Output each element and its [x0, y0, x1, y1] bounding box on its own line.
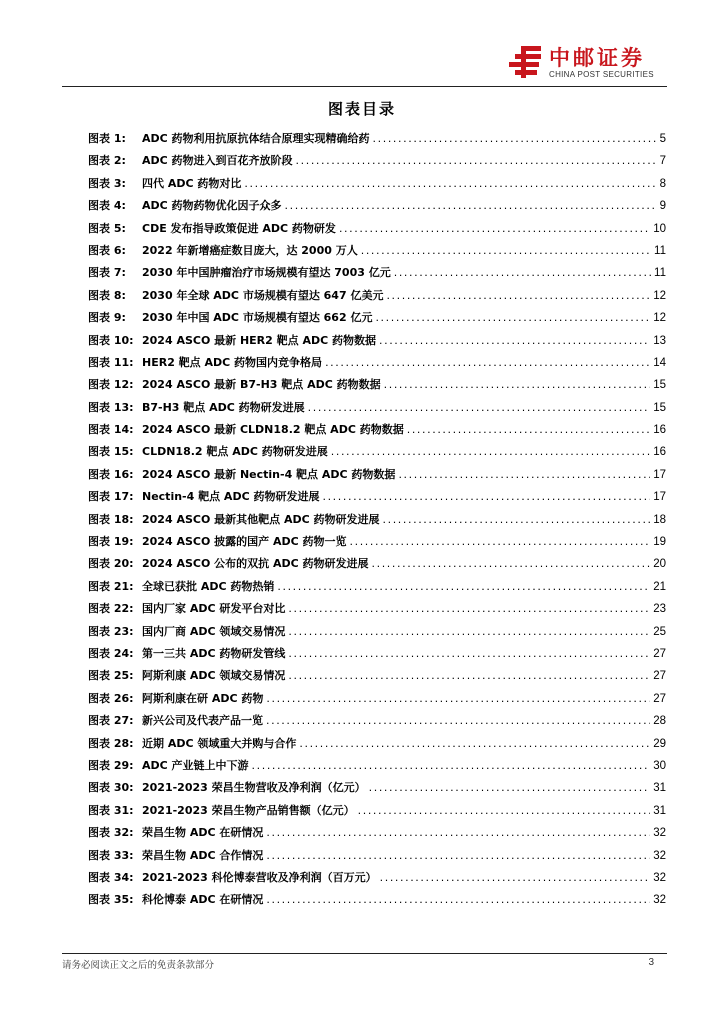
toc-entry[interactable]	[88, 173, 666, 195]
toc-entry-label: 图表 28:	[88, 736, 134, 750]
toc-entry-label: 图表 31:	[88, 803, 134, 817]
toc-entry-label: 图表 21:	[88, 579, 134, 593]
toc-entry-label: 图表 22:	[88, 602, 134, 616]
toc-entry[interactable]	[88, 643, 666, 665]
toc-dot-leader	[361, 240, 651, 262]
toc-entry-page: 7	[659, 155, 666, 168]
toc-entry-label: 图表 5:	[88, 221, 126, 235]
toc-entry[interactable]	[88, 509, 666, 531]
logo-chinese-name: 中邮证券	[549, 46, 645, 70]
toc-entry-page: 31	[653, 782, 666, 795]
toc-entry[interactable]	[88, 621, 666, 643]
toc-dot-leader	[266, 688, 650, 710]
toc-dot-leader	[322, 486, 650, 508]
toc-entry-page: 14	[653, 356, 666, 369]
toc-entry[interactable]	[88, 531, 666, 553]
page-title: 图表目录	[327, 100, 396, 118]
toc-dot-leader	[266, 845, 650, 867]
toc-entry-title: 2021-2023 科伦博泰营收及净利润（百万元）	[142, 870, 377, 884]
toc-entry-page: 16	[653, 446, 666, 459]
toc-entry-label: 图表 19:	[88, 535, 134, 549]
toc-entry-title: 2024 ASCO 最新其他靶点 ADC 药物研发进展	[142, 512, 380, 526]
toc-dot-leader	[285, 195, 657, 217]
toc-entry[interactable]	[88, 665, 666, 687]
toc-entry-label: 图表 3:	[88, 176, 126, 190]
toc-dot-leader	[266, 822, 650, 844]
toc-entry[interactable]	[88, 688, 666, 710]
toc-entry[interactable]	[88, 576, 666, 598]
toc-entry-title: 2024 ASCO 公布的双抗 ADC 药物研发进展	[142, 557, 369, 571]
toc-entry-title: 荣昌生物 ADC 合作情况	[142, 848, 264, 862]
toc-dot-leader	[394, 262, 651, 284]
toc-entry-page: 12	[653, 312, 666, 325]
table-of-figures	[88, 128, 666, 912]
toc-entry-title: 2024 ASCO 最新 Nectin-4 靶点 ADC 药物数据	[142, 467, 396, 481]
footer-divider	[62, 953, 667, 954]
toc-dot-leader	[398, 464, 650, 486]
toc-entry-title: 全球已获批 ADC 药物热销	[142, 579, 275, 593]
toc-dot-leader	[266, 889, 650, 911]
toc-entry-label: 图表 18:	[88, 512, 134, 526]
toc-entry-label: 图表 4:	[88, 199, 126, 213]
toc-entry-page: 17	[653, 491, 666, 504]
toc-dot-leader	[386, 285, 650, 307]
toc-entry-page: 13	[653, 334, 666, 347]
toc-entry[interactable]	[88, 822, 666, 844]
toc-entry-title: 2021-2023 荣昌生物营收及净利润（亿元）	[142, 781, 366, 795]
toc-entry[interactable]	[88, 553, 666, 575]
toc-entry-title: 阿斯利康 ADC 领域交易情况	[142, 669, 286, 683]
toc-entry-label: 图表 16:	[88, 467, 134, 481]
toc-dot-leader	[288, 598, 650, 620]
toc-entry[interactable]	[88, 195, 666, 217]
toc-entry-label: 图表 6:	[88, 243, 126, 257]
toc-entry[interactable]	[88, 441, 666, 463]
toc-dot-leader	[266, 710, 650, 732]
toc-dot-leader	[339, 218, 650, 240]
toc-entry-label: 图表 23:	[88, 624, 134, 638]
toc-dot-leader	[296, 150, 657, 172]
toc-entry-page: 8	[659, 177, 666, 190]
toc-entry-label: 图表 14:	[88, 423, 134, 437]
toc-entry-title: CDE 发布指导政策促进 ADC 药物研发	[142, 221, 336, 235]
toc-entry-label: 图表 32:	[88, 826, 134, 840]
toc-entry-page: 11	[654, 244, 666, 257]
toc-entry-title: 2022 年新增癌症数目庞大，达 2000 万人	[142, 243, 358, 257]
toc-entry-page: 30	[653, 759, 666, 772]
toc-entry-label: 图表 34:	[88, 870, 134, 884]
toc-entry-title: 2024 ASCO 最新 CLDN18.2 靶点 ADC 药物数据	[142, 423, 404, 437]
toc-entry-page: 27	[653, 692, 666, 705]
toc-dot-leader	[372, 553, 651, 575]
toc-entry-label: 图表 25:	[88, 669, 134, 683]
toc-entry-title: ADC 产业链上中下游	[142, 758, 249, 772]
toc-entry[interactable]	[88, 845, 666, 867]
toc-entry-label: 图表 30:	[88, 781, 134, 795]
toc-entry[interactable]	[88, 397, 666, 419]
company-logo	[507, 44, 667, 86]
toc-entry[interactable]	[88, 285, 666, 307]
toc-entry-title: 2021-2023 荣昌生物产品销售额（亿元）	[142, 803, 355, 817]
toc-entry-page: 23	[653, 603, 666, 616]
toc-entry-label: 图表 15:	[88, 445, 134, 459]
toc-entry-page: 31	[653, 804, 666, 817]
toc-entry-title: 2030 年中国 ADC 市场规模有望达 662 亿元	[142, 311, 373, 325]
toc-dot-leader	[299, 733, 650, 755]
logo-english-name: CHINA POST SECURITIES	[549, 70, 654, 79]
toc-entry[interactable]	[88, 464, 666, 486]
toc-entry-title: ADC 药物进入到百花齐放阶段	[142, 154, 293, 168]
toc-entry-title: ADC 药物药物优化因子众多	[142, 199, 282, 213]
toc-entry-page: 9	[659, 200, 666, 213]
toc-entry-title: Nectin-4 靶点 ADC 药物研发进展	[142, 490, 320, 504]
toc-dot-leader	[288, 621, 650, 643]
toc-entry-title: ADC 药物利用抗原抗体结合原理实现精确给药	[142, 132, 370, 145]
toc-entry-label: 图表 13:	[88, 400, 134, 414]
toc-entry-label: 图表 29:	[88, 758, 134, 772]
toc-entry-title: 四代 ADC 药物对比	[142, 176, 242, 190]
toc-entry-page: 17	[653, 468, 666, 481]
toc-dot-leader	[369, 777, 651, 799]
toc-entry-label: 图表 2:	[88, 154, 126, 168]
toc-entry[interactable]	[88, 128, 666, 150]
toc-entry[interactable]	[88, 486, 666, 508]
toc-entry[interactable]	[88, 867, 666, 889]
toc-entry-title: 2030 年全球 ADC 市场规模有望达 647 亿美元	[142, 288, 384, 302]
toc-entry-title: 2024 ASCO 最新 B7-H3 靶点 ADC 药物数据	[142, 378, 381, 392]
toc-entry-title: 2024 ASCO 最新 HER2 靶点 ADC 药物数据	[142, 333, 377, 347]
toc-entry-label: 图表 20:	[88, 557, 134, 571]
china-post-logo-icon	[507, 44, 543, 80]
toc-entry-title: 新兴公司及代表产品一览	[142, 714, 263, 728]
footer-disclaimer: 请务必阅读正文之后的免责条款部分	[62, 960, 215, 971]
toc-entry-page: 21	[653, 580, 666, 593]
toc-dot-leader	[350, 531, 651, 553]
toc-entry-title: B7-H3 靶点 ADC 药物研发进展	[142, 400, 305, 414]
toc-dot-leader	[373, 128, 657, 150]
toc-entry-title: 2024 ASCO 披露的国产 ADC 药物一览	[142, 535, 347, 549]
toc-entry[interactable]	[88, 800, 666, 822]
toc-entry[interactable]	[88, 352, 666, 374]
toc-dot-leader	[407, 419, 650, 441]
toc-entry-page: 10	[653, 222, 666, 235]
toc-entry-title: 近期 ADC 领域重大并购与合作	[142, 736, 297, 750]
toc-entry-title: 荣昌生物 ADC 在研情况	[142, 826, 264, 840]
toc-entry[interactable]	[88, 889, 666, 911]
toc-entry-label: 图表 9:	[88, 311, 126, 325]
toc-entry[interactable]	[88, 777, 666, 799]
toc-dot-leader	[325, 352, 650, 374]
toc-entry-label: 图表 33:	[88, 848, 134, 862]
toc-entry-page: 32	[653, 849, 666, 862]
toc-dot-leader	[380, 867, 651, 889]
toc-entry-title: HER2 靶点 ADC 药物国内竞争格局	[142, 355, 323, 369]
toc-entry[interactable]	[88, 218, 666, 240]
toc-entry-title: 科伦博泰 ADC 在研情况	[142, 893, 264, 907]
toc-entry-page: 20	[653, 558, 666, 571]
toc-dot-leader	[308, 397, 651, 419]
toc-dot-leader	[288, 643, 650, 665]
toc-dot-leader	[375, 307, 650, 329]
toc-entry-label: 图表 24:	[88, 646, 134, 660]
toc-entry[interactable]	[88, 755, 666, 777]
toc-dot-leader	[244, 173, 656, 195]
toc-entry-page: 32	[653, 827, 666, 840]
toc-entry-title: CLDN18.2 靶点 ADC 药物研发进展	[142, 445, 328, 459]
toc-entry-label: 图表 10:	[88, 333, 134, 347]
toc-entry-page: 16	[653, 424, 666, 437]
toc-dot-leader	[252, 755, 651, 777]
toc-dot-leader	[288, 665, 650, 687]
toc-entry-page: 28	[653, 715, 666, 728]
toc-entry-title: 第一三共 ADC 药物研发管线	[142, 646, 286, 660]
toc-entry-page: 29	[653, 737, 666, 750]
toc-entry-label: 图表 8:	[88, 288, 126, 302]
toc-dot-leader	[383, 509, 651, 531]
toc-entry-title: 国内厂商 ADC 领域交易情况	[142, 624, 286, 638]
toc-dot-leader	[384, 374, 651, 396]
toc-entry-page: 27	[653, 647, 666, 660]
toc-entry-page: 15	[653, 379, 666, 392]
toc-entry[interactable]	[88, 307, 666, 329]
toc-dot-leader	[358, 800, 651, 822]
toc-entry-label: 图表 12:	[88, 378, 134, 392]
toc-entry-label: 图表 7:	[88, 266, 126, 280]
toc-entry-page: 27	[653, 670, 666, 683]
toc-entry-label: 图表 35:	[88, 893, 134, 907]
toc-entry-page: 11	[654, 267, 666, 280]
toc-entry[interactable]	[88, 330, 666, 352]
toc-entry-label: 图表 17:	[88, 490, 134, 504]
toc-entry-page: 15	[653, 401, 666, 414]
toc-entry-label: 图表 26:	[88, 691, 134, 705]
toc-entry[interactable]	[88, 598, 666, 620]
toc-entry[interactable]	[88, 710, 666, 732]
toc-entry-page: 32	[653, 871, 666, 884]
footer-page-number: 3	[648, 957, 654, 968]
page-header	[62, 40, 667, 86]
toc-dot-leader	[331, 441, 650, 463]
header-divider	[62, 86, 667, 87]
toc-entry[interactable]	[88, 150, 666, 172]
toc-entry-page: 25	[653, 625, 666, 638]
toc-entry[interactable]	[88, 419, 666, 441]
toc-entry-title: 2030 年中国肿瘤治疗市场规模有望达 7003 亿元	[142, 266, 391, 280]
toc-entry-page: 12	[653, 289, 666, 302]
toc-entry-label: 图表 27:	[88, 714, 134, 728]
toc-entry-page: 18	[653, 513, 666, 526]
toc-entry-title: 国内厂家 ADC 研发平台对比	[142, 602, 286, 616]
toc-entry[interactable]	[88, 240, 666, 262]
toc-entry-label: 图表 1:	[88, 132, 126, 145]
toc-entry-label: 图表 11:	[88, 355, 134, 369]
toc-entry[interactable]	[88, 374, 666, 396]
toc-dot-leader	[379, 330, 650, 352]
toc-entry-page: 32	[653, 894, 666, 907]
toc-entry-page: 19	[653, 536, 666, 549]
toc-dot-leader	[277, 576, 650, 598]
toc-entry-title: 阿斯利康在研 ADC 药物	[142, 691, 264, 705]
toc-entry[interactable]	[88, 262, 666, 284]
toc-entry[interactable]	[88, 733, 666, 755]
toc-entry-page: 5	[659, 133, 666, 145]
